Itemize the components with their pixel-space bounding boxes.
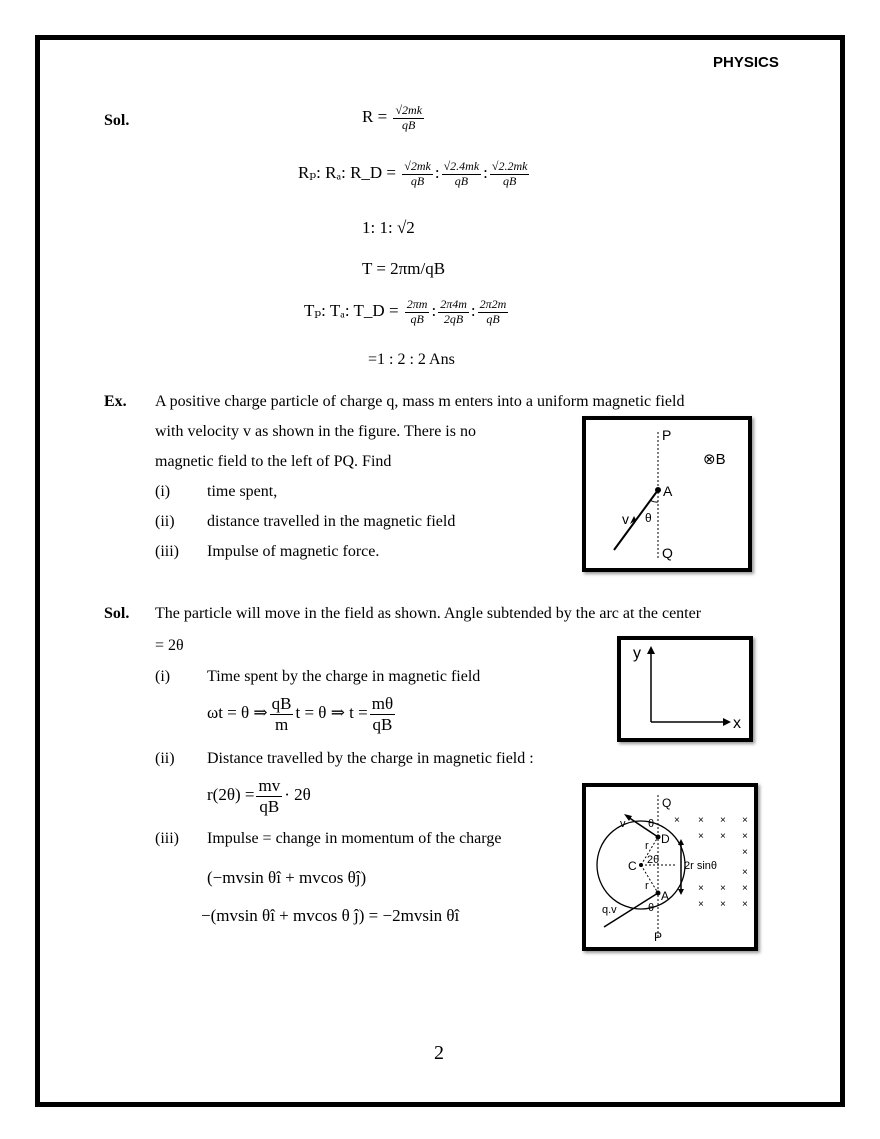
eq-part: · 2θ — [284, 784, 311, 804]
momentum-initial: (−mvsin θî + mvcos θĵ) — [207, 868, 367, 887]
answer: =1 : 2 : 2 Ans — [368, 351, 455, 368]
denominator: qB — [410, 173, 425, 188]
item-number: (i) — [155, 483, 171, 500]
distance-equation — [207, 776, 311, 816]
label-theta: θ — [648, 818, 655, 830]
eq-lhs: R = — [362, 107, 388, 127]
denominator: qB — [503, 173, 517, 188]
field-cross-mark: × — [742, 899, 748, 910]
denominator: qB — [486, 311, 500, 326]
field-cross-mark: × — [742, 867, 748, 878]
eq-lhs: Tₚ: Tₐ: T_D = — [304, 301, 399, 321]
circular-path-figure — [582, 783, 758, 951]
denominator: 2qB — [443, 311, 464, 326]
field-cross-mark: × — [698, 883, 704, 894]
sol-label: Sol. — [104, 112, 130, 129]
item-number: (ii) — [155, 513, 175, 530]
label-r: r — [645, 840, 649, 852]
example-line: A positive charge particle of charge q, mass m enters into a uniform magnetic field — [155, 393, 685, 410]
eq-part: t = θ ⇒ t = — [295, 702, 368, 722]
field-cross-mark: × — [698, 815, 704, 826]
label-b-field: ⊗B — [703, 451, 726, 468]
field-cross-mark: × — [720, 899, 726, 910]
field-cross-mark: × — [674, 815, 680, 826]
numerator: mv — [258, 776, 281, 795]
label-a: A — [661, 889, 670, 903]
ratio-result: 1: 1: √2 — [362, 218, 415, 237]
numerator: mθ — [371, 694, 394, 713]
eq-part: ωt = θ ⇒ — [207, 702, 268, 722]
label-a: A — [663, 483, 673, 499]
label-two-theta: 2θ — [647, 854, 660, 866]
field-cross-mark: × — [720, 815, 726, 826]
item-number: (iii) — [155, 543, 179, 560]
denominator: m — [274, 714, 289, 734]
field-cross-mark: × — [720, 831, 726, 842]
field-cross-mark: × — [742, 815, 748, 826]
item-number: (ii) — [155, 750, 175, 767]
subject-header: PHYSICS — [713, 54, 779, 71]
numerator: qB — [271, 694, 292, 713]
label-theta: θ — [645, 511, 652, 525]
label-r: r — [645, 880, 649, 892]
item-text: Distance travelled by the charge in magnetic field : — [207, 750, 534, 767]
label-qv: q.v — [602, 904, 617, 916]
radius-formula — [362, 104, 426, 133]
item-number: (iii) — [155, 830, 179, 847]
denominator: qB — [454, 173, 469, 188]
example-line: with velocity v as shown in the figure. There is no — [155, 423, 476, 440]
label-v: v — [620, 818, 626, 830]
numerator: √2mk — [404, 159, 431, 173]
period-formula: T = 2πm/qB — [362, 259, 446, 278]
page-number: 2 — [434, 1042, 444, 1064]
field-cross-mark: × — [742, 847, 748, 858]
numerator: √2mk — [395, 103, 423, 117]
field-cross-mark: × — [698, 899, 704, 910]
label-d: D — [661, 832, 670, 846]
numerator: √2.4mk — [443, 159, 480, 173]
magnetic-field-figure — [582, 416, 752, 572]
item-text: Impulse of magnetic force. — [207, 543, 380, 560]
radius-ratio: Rₚ: Rₐ: R_D = $\frac{√2mk}{qB}$ : $\frac{√2.4mk}{qB}$ : $\frac{√2.2mk}{qB}$ — [298, 159, 528, 188]
sol-line: The particle will move in the field as shown. Angle subtended by the arc at the center — [155, 605, 702, 622]
y-axis-label: y — [633, 645, 641, 662]
example-line: magnetic field to the left of PQ. Find — [155, 453, 392, 470]
item-text: distance travelled in the magnetic field — [207, 513, 456, 530]
x-axis-label: x — [733, 715, 741, 732]
numerator: 2π2m — [479, 297, 507, 311]
item-text: time spent, — [207, 483, 278, 500]
eq-part: r(2θ) = — [207, 784, 255, 804]
field-cross-mark: × — [698, 831, 704, 842]
item-text: Time spent by the charge in magnetic field — [207, 668, 481, 685]
example-label: Ex. — [104, 393, 127, 410]
label-p: P — [654, 930, 663, 944]
label-c: C — [628, 859, 637, 873]
label-p: P — [662, 427, 672, 443]
denominator: qB — [410, 311, 424, 326]
period-ratio: Tₚ: Tₐ: T_D = $\frac{2\pi m}{qB}$ : $\frac{2\pi 4m}{2qB}$ : $\frac{2\pi 2m}{qB}$ — [304, 297, 507, 326]
sol-line: = 2θ — [155, 637, 184, 654]
eq-lhs: Rₚ: Rₐ: R_D = — [298, 163, 397, 183]
momentum-change: −(mvsin θî + mvcos θ ĵ) = −2mvsin θî — [201, 906, 460, 925]
label-chord: 2r sinθ — [684, 860, 718, 872]
item-text: Impulse = change in momentum of the charge — [207, 830, 502, 847]
numerator: 2π4m — [440, 297, 467, 311]
item-number: (i) — [155, 668, 171, 685]
label-q: Q — [662, 545, 673, 561]
numerator: 2πm — [406, 297, 428, 311]
field-cross-mark: × — [720, 883, 726, 894]
label-v: v — [622, 511, 629, 527]
sol-label: Sol. — [104, 605, 130, 622]
label-theta: θ — [648, 902, 655, 914]
denominator: qB — [372, 714, 393, 734]
denominator: qB — [259, 796, 280, 816]
field-cross-mark: × — [742, 831, 748, 842]
field-cross-mark: × — [742, 883, 748, 894]
label-q: Q — [662, 796, 672, 810]
numerator: √2.2mk — [491, 159, 528, 173]
axes-figure — [617, 636, 753, 742]
denominator: qB — [402, 117, 416, 132]
time-equation — [207, 694, 397, 734]
